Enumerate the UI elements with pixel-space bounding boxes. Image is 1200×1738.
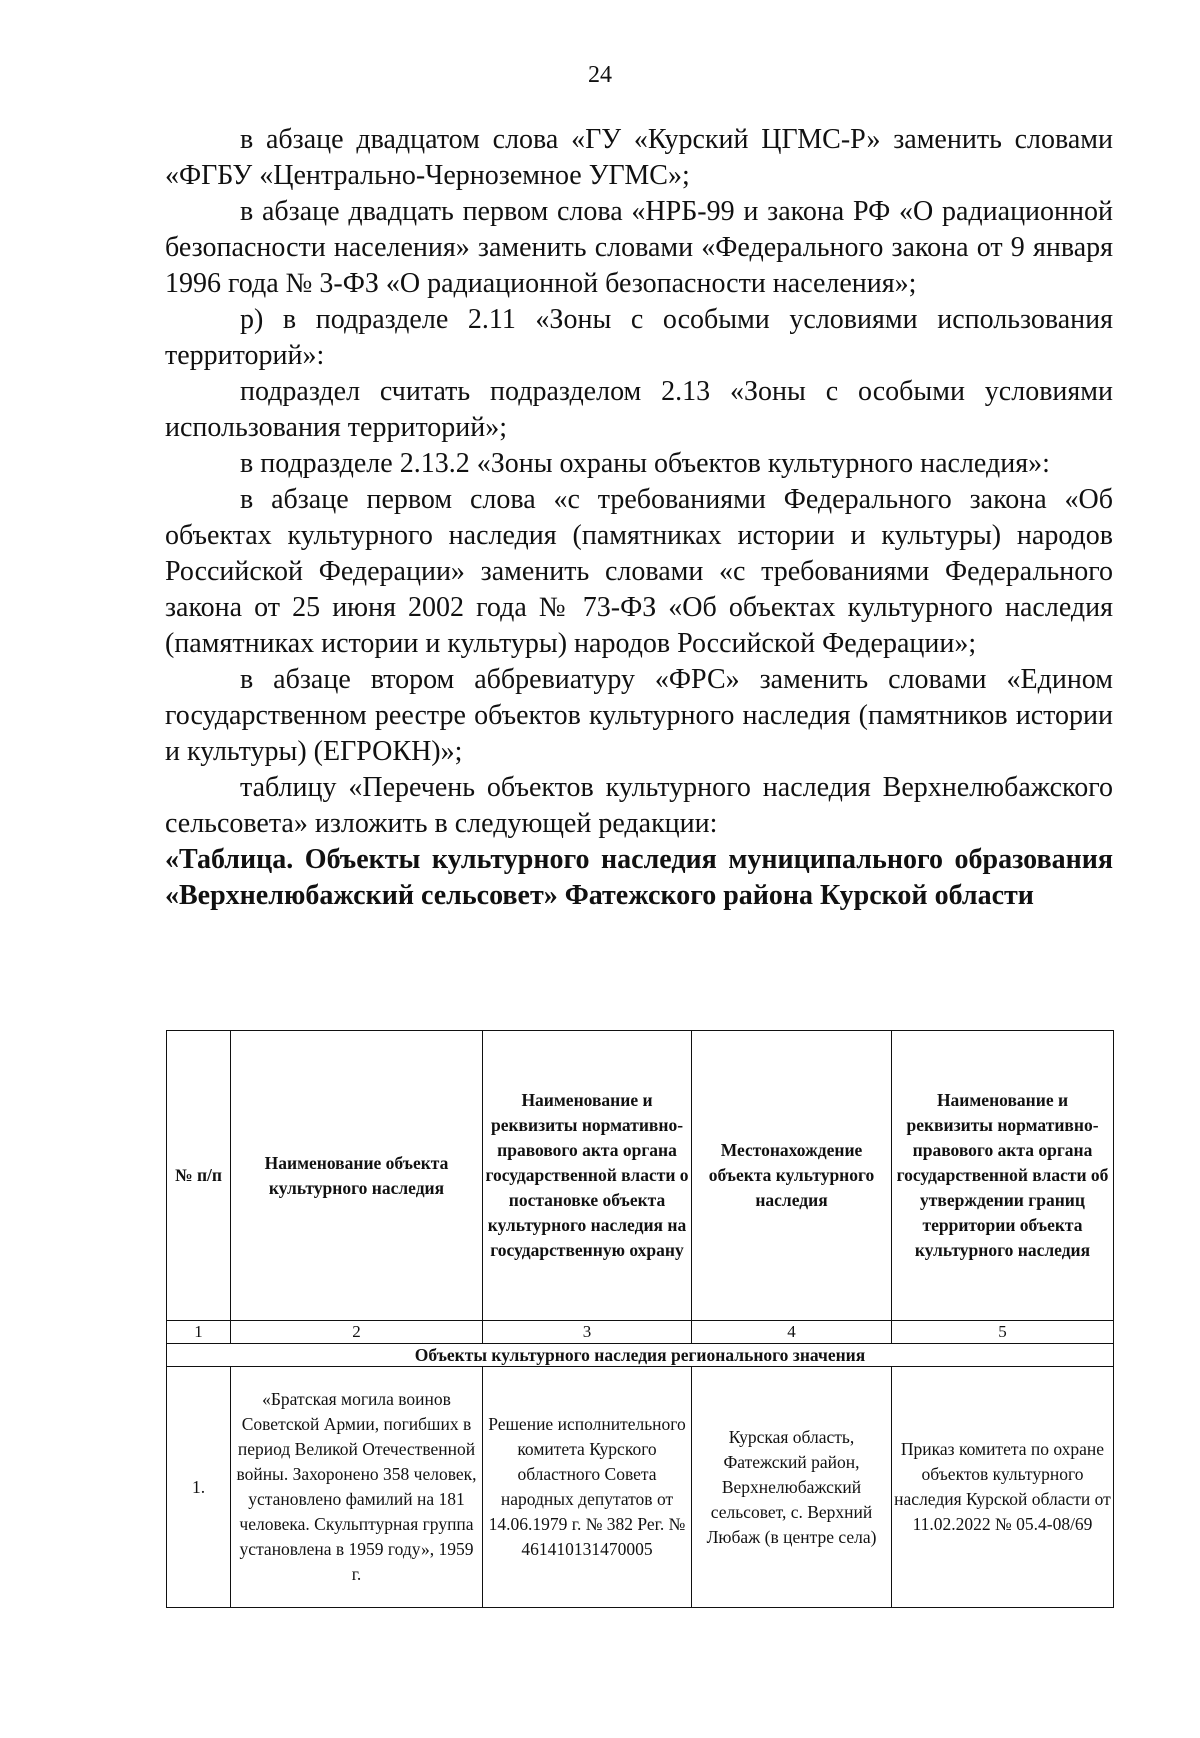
table-row <box>167 1367 1114 1608</box>
paragraph: в подразделе 2.13.2 «Зоны охраны объектов культурного наследия»: <box>240 448 1050 479</box>
column-number-row <box>167 1321 1114 1344</box>
paragraph: р) в подразделе 2.11 «Зоны с особыми условиями использования территорий»: <box>165 304 1113 371</box>
table-heading: «Таблица. Объекты культурного наследия муниципального образования «Верхнелюбажский сельсовет» Фатежского района Курской области <box>165 844 1113 911</box>
boundary-act: Приказ комитета по охране объектов культурного наследия Курской области от 11.02.2022 № 05.4-08/69 <box>892 1367 1114 1608</box>
column-number: 5 <box>892 1321 1114 1344</box>
table-header-row <box>167 1031 1114 1321</box>
document-body <box>165 122 1113 914</box>
header-cell-number: № п/п <box>167 1031 231 1321</box>
header-cell-protection-act: Наименование и реквизиты нормативно-правового акта органа государственной власти о постановке объекта культурного наследия на государственную охрану <box>483 1031 692 1321</box>
paragraph: подраздел считать подразделом 2.13 «Зоны с особыми условиями использования территорий»; <box>165 376 1113 443</box>
protection-act: Решение исполнительного комитета Курского областного Совета народных депутатов от 14.06.1979 г. № 382 Рег. № 461410131470005 <box>483 1367 692 1608</box>
header-cell-boundary-act: Наименование и реквизиты нормативно-правового акта органа государственной власти об утверждении границ территории объекта культурного наследия <box>892 1031 1114 1321</box>
column-number: 2 <box>231 1321 483 1344</box>
column-number: 1 <box>167 1321 231 1344</box>
paragraph: в абзаце двадцать первом слова «НРБ-99 и закона РФ «О радиационной безопасности населения» заменить словами «Федерального закона от 9 января 1996 года № 3-ФЗ «О радиационной безопасности населения»; <box>165 196 1113 299</box>
section-row <box>167 1344 1114 1367</box>
header-cell-location: Местонахождение объекта культурного наследия <box>692 1031 892 1321</box>
paragraph: в абзаце первом слова «с требованиями Федерального закона «Об объектах культурного наследия (памятниках истории и культуры) народов Российской Федерации» заменить словами «с требованиями Федерального закона от 25 июня 2002 года № 73-ФЗ «Об объектах культурного наследия (памятниках истории и культуры) народов Российской Федерации»; <box>165 484 1113 659</box>
column-number: 3 <box>483 1321 692 1344</box>
section-title: Объекты культурного наследия регионального значения <box>167 1344 1114 1367</box>
header-cell-name: Наименование объекта культурного наследия <box>231 1031 483 1321</box>
heritage-table <box>166 1030 1114 1608</box>
paragraph: таблицу «Перечень объектов культурного наследия Верхнелюбажского сельсовета» изложить в следующей редакции: <box>165 772 1113 839</box>
paragraph: в абзаце втором аббревиатуру «ФРС» заменить словами «Едином государственном реестре объектов культурного наследия (памятников истории и культуры) (ЕГРОКН)»; <box>165 664 1113 767</box>
page-number: 24 <box>588 62 612 88</box>
paragraph: в абзаце двадцатом слова «ГУ «Курский ЦГМС-Р» заменить словами «ФГБУ «Центрально-Черноземное УГМС»; <box>165 124 1113 191</box>
object-name: «Братская могила воинов Советской Армии, погибших в период Великой Отечественной войны. Захоронено 358 человек, установлено фамилий на 181 человека. Скульптурная группа установлена в 1959 году», 1959 г. <box>231 1367 483 1608</box>
object-location: Курская область, Фатежский район, Верхнелюбажский сельсовет, с. Верхний Любаж (в центре села) <box>692 1367 892 1608</box>
row-number: 1. <box>167 1367 231 1608</box>
column-number: 4 <box>692 1321 892 1344</box>
